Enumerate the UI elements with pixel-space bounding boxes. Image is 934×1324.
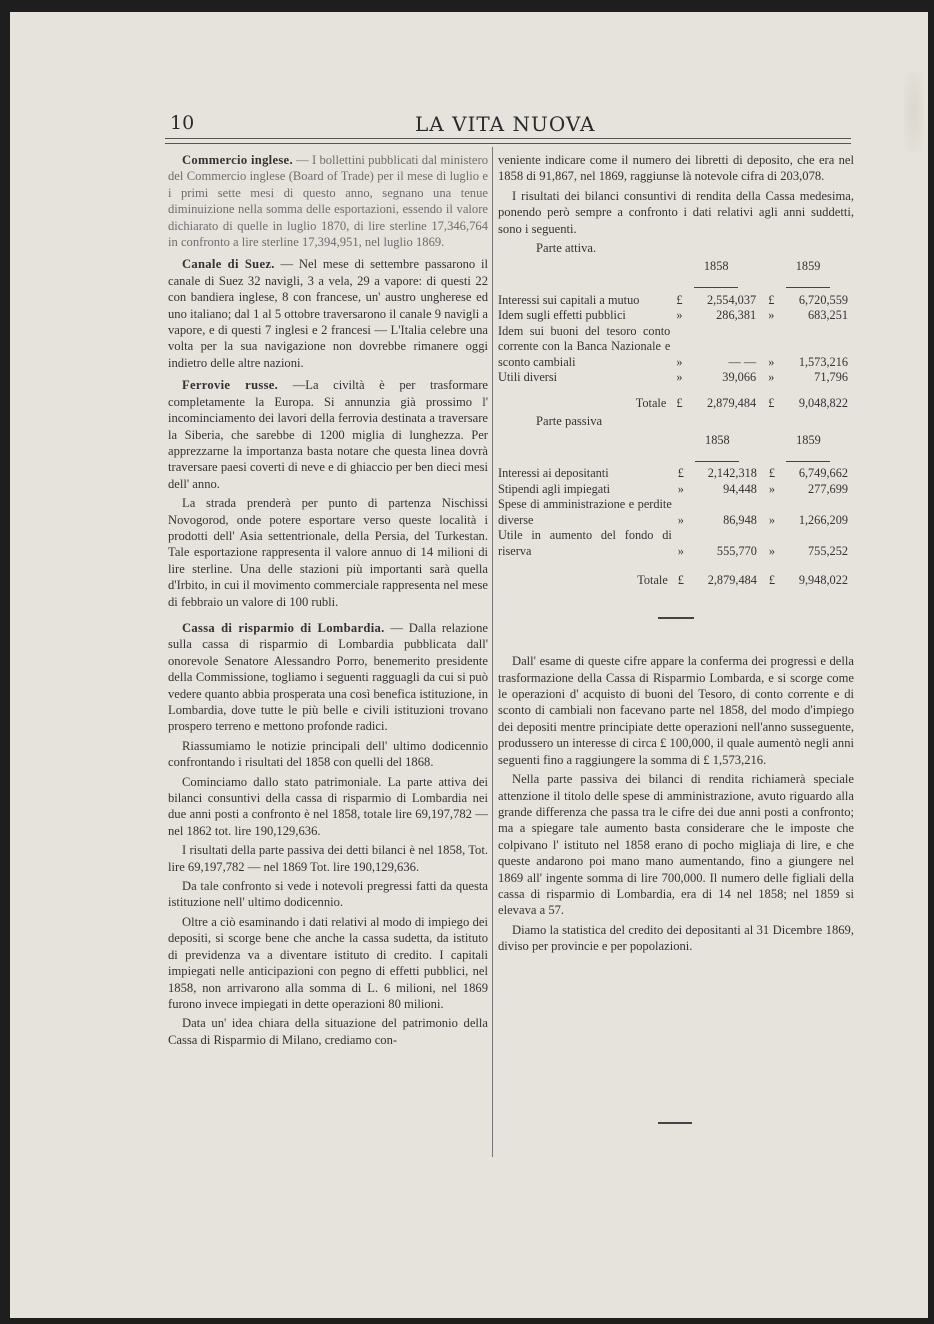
paragraph-esame: Dall' esame di queste cifre appare la conferma dei progressi e della trasformazione della Cassa di Risparmio Lombarda, e si scorge come le operazioni d' acquisto di buoni del Tesoro, di conto corrente e di sconto di cambiali non facevano parte nel 1858, del modo d'impiego dei depositi mentre principiate dette operazioni nell'anno susseguente, produssero un interesse di circa £ 100,000, il quale aumentò negli anni seguenti fino a raggiungere la somma di £ 1,573,216.	[498, 654, 854, 767]
passiva-row-label: Interessi ai depositanti	[498, 466, 609, 481]
attiva-row	[498, 293, 854, 309]
heading-suez: Canale di Suez.	[182, 257, 275, 272]
currency-mark: £	[676, 395, 683, 410]
currency-mark: »	[677, 543, 684, 558]
paragraph-data: Data un' idea chiara della situazione del patrimonio della Cassa di Risparmio di Milano, crediamo con-	[168, 1016, 488, 1047]
article-cassa	[168, 620, 488, 735]
passiva-value-1859: 755,252	[808, 543, 848, 558]
paragraph-bilanci: I risultati dei bilanci consuntivi di rendita della Cassa medesima, ponendo però sempre a confronto i dati relativi agli anni suddetti, sono i seguenti.	[498, 188, 854, 236]
passiva-value-1859: 277,699	[808, 481, 848, 496]
passiva-row-label: Stipendi agli impiegati	[498, 481, 611, 496]
passiva-row	[498, 482, 854, 498]
left-column	[168, 152, 488, 1051]
attiva-value-1859: 6,720,559	[798, 292, 848, 307]
text-ferrovie: —La civiltà è per trasformare completamente la Europa. Si annunzia già prossimo l' incominciamento dei lavori della ferrovia destinata a traversare la Siberia, che sarebbe di 1200 miglia di lunghezza. Per apprezzarne la importanza basta notare che questa linea dovrà traversare paesi coverti di neve e di ghiaccio per ben dieci mesi dell' anno.	[168, 378, 488, 491]
heading-cassa: Cassa di risparmio di Lombardia.	[182, 620, 385, 635]
attiva-year-1859: 1859	[795, 259, 821, 274]
paragraph-riassumiamo: Riassumiamo le notizie principali dell' ultimo dodicennio confrontando i risultati del 1858 con quelli del 1868.	[168, 738, 488, 770]
attiva-value-1858: — —	[728, 354, 757, 369]
passiva-value-1859: 1,266,209	[798, 512, 848, 527]
currency-mark: £	[677, 573, 684, 588]
attiva-title: Parte attiva.	[536, 241, 597, 256]
text-cassa: — Dalla relazione sulla cassa di risparmio di Lombardia pubblicata dall' onorevole Senatore Alessandro Porro, benemerito presidente della Commissione, togliamo i seguenti ragguagli da cui si può vedere quanto abbia prosperata una così benefica istituzione, in Lombardia, dove tutte le più belle e civili istituzioni trovano prospero terreno e mettono profonde radici.	[168, 620, 488, 734]
attiva-total-1858: 2,879,484	[706, 395, 757, 410]
attiva-table	[498, 259, 854, 411]
text-commercio: — I bollettini pubblicati dal ministero del Commercio inglese (Board of Trade) per il mese di luglio e i primi sette mesi di questo anno, segnano una tenue diminuizione nella somma delle esportazioni, essendo il valore dichiarato di quelle in luglio 1870, di lire sterline 17,346,764 in confronto a lire sterline 17,394,951, nel luglio 1869.	[168, 153, 488, 250]
attiva-row-label: Idem sui buoni del tesoro conto corrente con la Banca Nazionale e sconto cambiali	[498, 323, 671, 369]
article-commercio	[168, 152, 488, 250]
article-ferrovie	[168, 377, 488, 492]
attiva-row-label: Utili diversi	[498, 370, 558, 385]
passiva-year-rule	[498, 448, 854, 466]
passiva-value-1858: 555,770	[716, 543, 757, 558]
attiva-total-label: Totale	[635, 395, 667, 410]
attiva-total-row	[498, 386, 854, 412]
scanned-page	[10, 12, 928, 1318]
attiva-year-rule	[498, 275, 854, 293]
paragraph-oltre: Oltre a ciò esaminando i dati relativi al modo di impiego dei depositi, si scorge bene che anche la cassa sudetta, da istituto di previdenza va a diventare istituto di credito. I capitali impiegati nelle anticipazioni con pegno di effetti pubblici, nel 1858, non arrivarono alla somma di L. 6 milioni, nel 1869 furono invece impiegati in dette operazioni 80 milioni.	[168, 914, 488, 1011]
passiva-total-1858: 2,879,484	[707, 573, 757, 588]
passiva-total-row	[498, 559, 854, 589]
passiva-year-1858: 1858	[705, 432, 730, 447]
currency-mark: »	[676, 308, 683, 323]
attiva-row-label: Interessi sui capitali a mutuo	[498, 292, 640, 307]
passiva-value-1858: 94,448	[723, 481, 757, 496]
paragraph-confronto: Da tale confronto si vede i notevoli pregressi fatti da questa istituzione nell' ultimo dodicennio.	[168, 879, 488, 910]
column-divider	[492, 147, 493, 1157]
passiva-row	[498, 528, 854, 559]
paragraph-passiva: Nella parte passiva dei bilanci di rendita richiamerà speciale attenzione il titolo delle spese di amministrazione, avuto riguardo alla grande differenza che passa tra le cifre dei due anni posti a confronto; ma a spiegare tale aumento basta considerare che le imposte che colpivano l' istituto nel 1858 erano di pocho migliaja di lire, e che queste andarono poi mano mano aumentando, fino a giungere nel 1869 all' ingente somma di lire 700,000. Il numero delle figliali della cassa di risparmio di Lombardia, era di 14 nel 1858; nel 1859 si elevava a 57.	[498, 772, 854, 918]
currency-mark: £	[768, 466, 775, 481]
attiva-row	[498, 370, 854, 386]
attiva-row	[498, 308, 854, 324]
attiva-row	[498, 324, 854, 371]
paragraph-veniente: veniente indicare come il numero dei libretti di deposito, che era nel 1858 di 91,867, nel 1869, raggiunse là notevole cifra di 203,078.	[498, 153, 854, 184]
currency-mark: £	[768, 292, 775, 307]
passiva-year-header	[498, 433, 854, 449]
attiva-value-1859: 71,796	[814, 370, 848, 385]
attiva-value-1858: 286,381	[716, 308, 757, 323]
heading-commercio: Commercio inglese.	[182, 153, 293, 167]
attiva-row-label: Idem sugli effetti pubblici	[498, 308, 626, 323]
currency-mark: »	[677, 481, 684, 496]
currency-mark: »	[676, 354, 683, 369]
currency-mark: £	[768, 573, 775, 588]
currency-mark: »	[768, 308, 775, 323]
attiva-year-header	[498, 259, 854, 275]
paragraph-ferrovie-2: La strada prenderà per punto di partenza Nischissi Novogorod, onde potere esportare verso queste località i prodotti dell' Asia settentrionale, della Persia, del Turkestan. Tale esportazione rappresenta il valore annuo di 14 milioni di lire sterline. Una delle stazioni più importanti sarà quella d'Irbito, in cui il movimento commerciale rappresenta nel mese di febbraio un valore di 100 rubli.	[168, 496, 488, 609]
currency-mark: »	[768, 354, 775, 369]
currency-mark: »	[676, 370, 683, 385]
section-separator	[498, 607, 854, 623]
currency-mark: »	[768, 543, 775, 558]
article-suez	[168, 256, 488, 371]
currency-mark: £	[676, 292, 683, 307]
attiva-total-1859: 9,048,822	[798, 395, 848, 410]
passiva-row	[498, 497, 854, 528]
currency-mark: £	[768, 395, 775, 410]
currency-mark: »	[677, 512, 684, 527]
passiva-total-label: Totale	[637, 573, 668, 588]
attiva-value-1859: 683,251	[808, 308, 848, 323]
text-suez: — Nel mese di settembre passarono il canale di Suez 32 navigli, 3 a vela, 29 a vapore: di questi 22 con bandiera inglese, 8 con francese, un' austro ungherese ed uno italiano; dal 1 al 5 ottobre traversarono il canale 9 navigli a vapore, e di questi 7 inglesi e 2 francesi — L'Italia celebre una volta per la sua navigazione non dovrebbe rimanere oggi indietro delle altre nazioni.	[168, 257, 488, 370]
passiva-value-1858: 86,948	[723, 512, 757, 527]
passiva-row-label: Spese di amministrazione e perdite diverse	[498, 497, 672, 527]
attiva-value-1858: 2,554,037	[706, 292, 757, 307]
right-column	[498, 152, 854, 958]
end-rule	[658, 1122, 692, 1124]
passiva-table	[498, 433, 854, 589]
paragraph-cominciamo: Cominciamo dallo stato patrimoniale. La parte attiva dei bilanci consuntivi della cassa di risparmio di Lombardia nei due anni posti a confronto è nel 1858, totale lire 69,197,782 — nel 1862 tot. lire 190,129,636.	[168, 774, 488, 838]
attiva-year-1858: 1858	[703, 259, 729, 274]
paragraph-risultati: I risultati della parte passiva dei detti bilanci è nel 1858, Tot. lire 69,197,782 — nel 1869 Tot. lire 190,129,636.	[168, 843, 488, 874]
currency-mark: »	[768, 481, 775, 496]
passiva-value-1858: 2,142,318	[707, 466, 757, 481]
passiva-row	[498, 466, 854, 482]
passiva-value-1859: 6,749,662	[798, 466, 848, 481]
passiva-year-1859: 1859	[796, 432, 821, 447]
header-rule	[165, 138, 851, 144]
page-number: 10	[170, 112, 195, 134]
paragraph-statistica: Diamo la statistica del credito dei depositanti al 31 Dicembre 1869, diviso per provincie e per popolazioni.	[498, 922, 854, 954]
attiva-value-1858: 39,066	[722, 370, 757, 385]
currency-mark: £	[677, 466, 684, 481]
currency-mark: »	[768, 512, 775, 527]
currency-mark: »	[768, 370, 775, 385]
attiva-value-1859: 1,573,216	[798, 354, 848, 369]
running-title: LA VITA NUOVA	[415, 112, 596, 136]
passiva-title: Parte passiva	[536, 414, 603, 429]
passiva-row-label: Utile in aumento del fondo di riserva	[498, 528, 672, 558]
passiva-total-1859: 9,948,022	[798, 573, 848, 588]
heading-ferrovie: Ferrovie russe.	[182, 378, 279, 393]
